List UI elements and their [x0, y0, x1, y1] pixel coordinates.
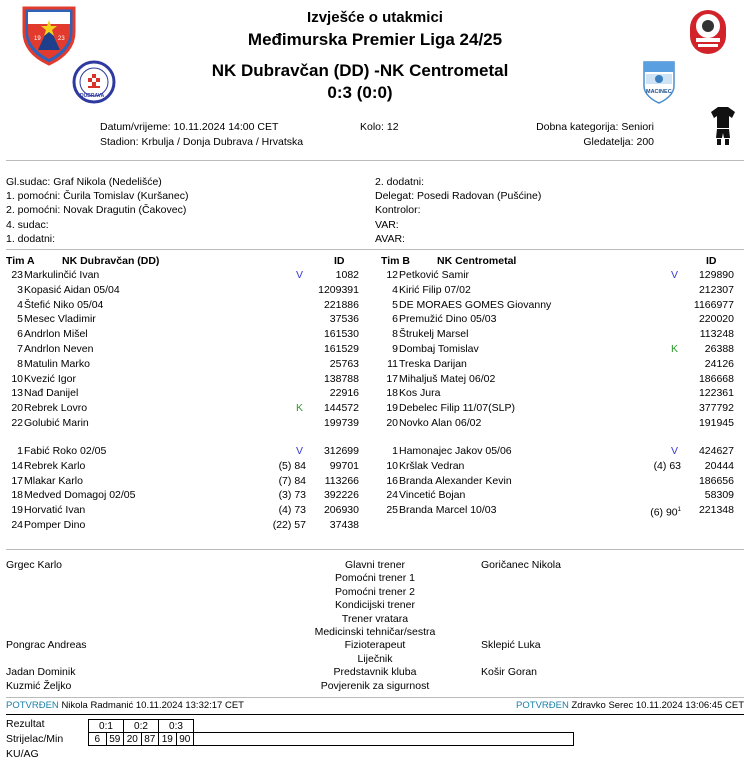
player-id: 1166977: [693, 298, 734, 311]
staff-role: Fizioterapeut: [344, 639, 406, 652]
player-number: 12: [386, 269, 398, 281]
player-number: 6: [392, 313, 398, 326]
player-name: Vincetić Bojan: [399, 489, 466, 502]
staff-role: Predstavnik kluba: [333, 666, 417, 679]
player-row: [379, 444, 739, 459]
player-row: [4, 327, 364, 342]
player-number: 10: [386, 459, 398, 472]
substitution-info: (3) 73: [278, 489, 306, 502]
substitution-info: (4) 63: [653, 459, 681, 472]
staff-role: Liječnik: [357, 652, 393, 665]
staff-role: Povjerenik za sigurnost: [320, 679, 430, 692]
player-id: 129890: [698, 269, 734, 281]
player-number: 18: [386, 387, 398, 400]
goalkeeper-mark: V: [296, 445, 304, 457]
home-confirmation-label: POTVRĐEN: [6, 700, 59, 711]
player-number: 19: [11, 504, 23, 517]
player-row: [379, 386, 739, 401]
player-name: Kvezić Igor: [24, 372, 76, 385]
scorer-cell: 87: [141, 733, 159, 746]
player-name: Matulin Marko: [24, 357, 90, 370]
player-id: 221886: [323, 298, 359, 311]
divider: [6, 249, 744, 250]
player-name: DE MORAES GOMES Giovanny: [399, 298, 552, 311]
player-number: 17: [11, 474, 23, 487]
player-name: Kršlak Vedran: [399, 459, 465, 472]
divider: [6, 714, 744, 715]
player-name: Treska Darijan: [399, 357, 467, 370]
home-crest-year-right: 23: [58, 36, 65, 42]
official-entry: 4. sudac:: [6, 218, 49, 231]
player-id: 161529: [323, 343, 359, 355]
player-number: 24: [386, 489, 398, 502]
captain-mark: K: [296, 402, 304, 415]
player-id: 37536: [329, 313, 359, 326]
captain-mark: K: [671, 343, 679, 355]
player-id: 20444: [704, 459, 734, 472]
player-name: Branda Marcel 10/03: [399, 504, 497, 517]
official-entry: 2. dodatni:: [375, 176, 425, 188]
player-row: [4, 372, 364, 387]
league-title: Međimurska Premier Liga 24/25: [247, 30, 503, 49]
team-b-id-header: ID: [706, 255, 717, 267]
substitution-info: (4) 73: [278, 504, 306, 517]
player-number: 23: [11, 269, 23, 281]
scorer-label: Strijelac/Min: [6, 733, 64, 745]
match-score: 0:3 (0:0): [327, 83, 393, 102]
score-row: [89, 720, 574, 733]
player-name: Kopasić Aidan 05/04: [24, 283, 120, 296]
player-name: Premužić Dino 05/03: [399, 313, 497, 326]
player-name: Štefić Niko 05/04: [24, 298, 104, 311]
player-name: Debelec Filip 11/07(SLP): [399, 402, 515, 415]
age-category: Dobna kategorija: Seniori: [536, 121, 654, 133]
staff-role: Pomoćni trener 1: [335, 572, 415, 585]
match-round: Kolo: 12: [360, 121, 399, 133]
home-confirmation-text: Nikola Radmanić 10.11.2024 13:32:17 CET: [61, 700, 244, 711]
player-number: 4: [392, 283, 398, 296]
player-row: [379, 416, 739, 431]
player-row: [4, 268, 364, 283]
score-cell: 0:1: [89, 720, 124, 733]
player-id: 186656: [698, 474, 734, 487]
player-name: Andrlon Mišel: [24, 328, 88, 341]
player-id: 377792: [698, 402, 734, 415]
player-name: Hamonajec Jakov 05/06: [399, 445, 512, 457]
goalkeeper-mark: V: [671, 445, 679, 457]
player-number: 20: [11, 402, 23, 415]
player-id: 99701: [329, 459, 359, 472]
player-name: Fabić Roko 02/05: [24, 445, 107, 457]
team-b-label: Tim B: [381, 255, 410, 267]
player-number: 10: [11, 372, 23, 385]
player-row: [379, 459, 739, 474]
staff-home: Pongrac Andreas: [6, 639, 87, 652]
player-id: 220020: [698, 313, 734, 326]
player-name: Golubić Marin: [24, 417, 89, 429]
staff-home: Jadan Dominik: [6, 666, 76, 679]
player-number: 22: [11, 417, 23, 429]
result-label: Rezultat: [6, 718, 45, 730]
match-stadium: Stadion: Krbulja / Donja Dubrava / Hrvatska: [100, 136, 304, 148]
player-row: [4, 401, 364, 416]
team-a-id-header: ID: [334, 255, 345, 267]
player-row: [379, 312, 739, 327]
score-cell: 0:3: [159, 720, 194, 733]
player-id: 122361: [698, 387, 734, 400]
player-number: 13: [11, 387, 23, 400]
player-number: 5: [17, 313, 23, 326]
official-entry: Delegat: Posedi Radovan (Pušćine): [375, 190, 542, 203]
player-row: [4, 488, 364, 503]
away-confirmation: [516, 700, 744, 711]
report-title: Izvješće o utakmici: [307, 9, 443, 26]
player-name: Kirić Filip 07/02: [399, 283, 471, 296]
player-id: 22916: [329, 387, 359, 400]
player-name: Pomper Dino: [24, 519, 86, 531]
player-name: Mesec Vladimir: [24, 313, 96, 326]
scorer-cell: 19: [159, 733, 177, 746]
divider: [6, 160, 744, 161]
player-id: 58309: [704, 489, 734, 502]
player-id: 221348: [698, 504, 734, 517]
player-id: 392226: [323, 489, 359, 502]
scorer-cell: 90: [176, 733, 194, 746]
player-row: [4, 518, 364, 533]
player-id: 212307: [698, 283, 734, 296]
player-name: Medved Domagoj 02/05: [24, 489, 136, 502]
player-number: 24: [11, 519, 23, 531]
substitution-info: (7) 84: [278, 474, 306, 487]
empty-cell: [194, 720, 574, 733]
official-entry: 2. pomoćni: Novak Dragutin (Čakovec): [6, 204, 187, 217]
cards-label: KU/AG: [6, 748, 39, 760]
score-cell: 0:2: [124, 720, 159, 733]
official-entry: VAR:: [375, 218, 399, 231]
player-id: 26388: [704, 343, 734, 355]
player-id: 24126: [704, 357, 734, 370]
player-name: Mihaljuš Matej 06/02: [399, 372, 496, 385]
team-a-name: NK Dubravčan (DD): [62, 255, 160, 267]
player-number: 17: [386, 372, 398, 385]
player-row: [379, 372, 739, 387]
player-id: 37438: [329, 519, 359, 531]
player-number: 8: [392, 328, 398, 341]
player-row: [379, 357, 739, 372]
player-name: Dombaj Tomislav: [399, 343, 479, 355]
home-logo-text: DUBRAVA: [80, 93, 105, 99]
player-number: 14: [11, 459, 23, 472]
team-b-name: NK Centrometal: [437, 255, 517, 267]
player-id: 138788: [323, 372, 359, 385]
player-number: 20: [386, 417, 398, 429]
player-number: 1: [392, 445, 398, 457]
player-number: 7: [17, 343, 23, 355]
player-row: [4, 416, 364, 431]
staff-away: Košir Goran: [481, 666, 538, 679]
player-row: [4, 283, 364, 298]
substitution-info: (5) 84: [278, 459, 306, 472]
player-name: Rebrek Karlo: [24, 459, 86, 472]
player-row: [4, 357, 364, 372]
empty-cell: [194, 733, 574, 746]
player-number: 3: [17, 283, 23, 296]
player-name: Branda Alexander Kevin: [399, 474, 512, 487]
staff-role: Medicinski tehničar/sestra: [314, 626, 436, 638]
league-logo: [686, 8, 730, 56]
staff-home: Kuzmić Željko: [6, 679, 72, 692]
player-name: Horvatić Ivan: [24, 504, 86, 517]
player-number: 8: [17, 357, 23, 370]
player-row: [379, 503, 739, 518]
player-number: 11: [387, 357, 398, 370]
player-row: [4, 474, 364, 489]
player-row: [379, 342, 739, 357]
player-id: 113248: [699, 328, 734, 341]
away-logo-text: MACINEC: [646, 89, 672, 95]
player-id: 186668: [698, 372, 734, 385]
player-name: Mlakar Karlo: [24, 474, 83, 487]
official-entry: Kontrolor:: [375, 204, 421, 217]
scorer-cell: 59: [106, 733, 124, 746]
player-id: 312699: [323, 445, 359, 457]
team-a-label: Tim A: [6, 255, 35, 267]
divider: [6, 549, 744, 550]
match-teams: NK Dubravčan (DD) -NK Centrometal: [211, 61, 509, 80]
player-id: 199739: [323, 417, 359, 429]
player-id: 113266: [324, 474, 359, 487]
player-id: 1209391: [318, 283, 359, 296]
home-crest-year-left: 19: [34, 36, 41, 42]
staff-home: Grgec Karlo: [6, 559, 63, 571]
player-number: 4: [17, 298, 23, 311]
player-row: [379, 401, 739, 416]
scorer-cell: 20: [124, 733, 142, 746]
result-table: [88, 719, 574, 746]
staff-away: Goričanec Nikola: [481, 559, 561, 571]
player-name: Nađ Danijel: [24, 387, 79, 400]
away-confirmation-label: POTVRĐEN: [516, 700, 569, 711]
staff-away: Sklepić Luka: [481, 639, 541, 652]
player-id: 206930: [323, 504, 359, 517]
player-row: [4, 503, 364, 518]
player-name: Petković Samir: [399, 269, 470, 281]
jersey-icon: [710, 106, 736, 146]
scorer-cell: 6: [89, 733, 107, 746]
player-number: 6: [17, 328, 23, 341]
match-datetime: Datum/vrijeme: 10.11.2024 14:00 CET: [100, 121, 279, 133]
player-row: [4, 459, 364, 474]
player-row: [4, 444, 364, 459]
divider: [6, 697, 744, 698]
player-name: Kos Jura: [399, 387, 441, 400]
player-name: Andrlon Neven: [24, 343, 94, 355]
player-id: 1082: [335, 269, 359, 281]
player-name: Novko Alan 06/02: [399, 417, 482, 429]
goalkeeper-mark: V: [671, 269, 679, 281]
player-id: 144572: [323, 402, 359, 415]
away-team-logo: [642, 60, 676, 104]
player-row: [379, 474, 739, 489]
official-entry: AVAR:: [375, 232, 405, 245]
player-id: 161530: [323, 328, 359, 341]
player-row: [379, 327, 739, 342]
staff-role: Glavni trener: [344, 559, 406, 571]
player-row: [379, 298, 739, 313]
player-number: 18: [11, 489, 23, 502]
away-confirmation-text: Zdravko Serec 10.11.2024 13:06:45 CET: [571, 700, 744, 711]
player-number: 9: [392, 343, 398, 355]
substitution-info: (6) $90^1$: [650, 506, 681, 519]
player-row: [379, 488, 739, 503]
player-number: 1: [17, 445, 23, 457]
substitution-info: (22) 57: [272, 519, 306, 531]
player-row: [4, 312, 364, 327]
substitution-sup: 1: [677, 507, 681, 514]
player-row: [4, 342, 364, 357]
spectators: Gledatelja: 200: [583, 136, 654, 148]
staff-role: Kondicijski trener: [335, 599, 415, 612]
player-row: [4, 298, 364, 313]
player-number: 16: [386, 474, 398, 487]
official-entry: 1. dodatni:: [6, 232, 56, 245]
player-number: 25: [386, 504, 398, 517]
player-row: [379, 283, 739, 298]
player-row: [4, 386, 364, 401]
official-entry: Gl.sudac: Graf Nikola (Nedelišće): [6, 176, 162, 188]
player-name: Markulinčić Ivan: [24, 269, 100, 281]
player-number: 19: [386, 402, 398, 415]
staff-role: Trener vratara: [341, 612, 409, 625]
scorer-row: [89, 733, 574, 746]
staff-role: Pomoćni trener 2: [335, 585, 415, 598]
home-confirmation: [6, 700, 244, 711]
player-id: 191945: [698, 417, 734, 429]
player-name: Štrukelj Marsel: [399, 328, 469, 341]
player-id: 424627: [698, 445, 734, 457]
goalkeeper-mark: V: [296, 269, 304, 281]
player-number: 5: [392, 298, 398, 311]
player-name: Rebrek Lovro: [24, 402, 88, 415]
official-entry: 1. pomoćni: Čurila Tomislav (Kuršanec): [6, 190, 189, 203]
player-row: [379, 268, 739, 283]
player-id: 25763: [329, 357, 359, 370]
